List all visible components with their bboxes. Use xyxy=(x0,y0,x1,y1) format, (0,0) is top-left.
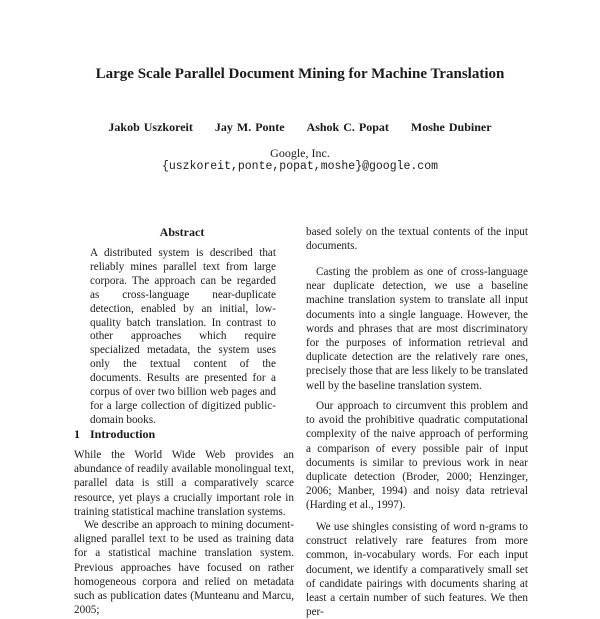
section-number: 1 xyxy=(74,427,80,441)
author-list xyxy=(0,120,600,135)
author-emails: {uszkoreit,ponte,popat,moshe}@google.com xyxy=(161,160,439,173)
paper-title: Large Scale Parallel Document Mining for Machine Translation xyxy=(95,66,505,82)
intro-paragraph-5: We use shingles consisting of word n-grams to construct relatively rare features from more common, in-vocabulary words. For each input document, we identify a comparatively small set of candidate pairings with documents sharing at least a certain number of such features. We then per- xyxy=(306,521,528,619)
intro-paragraph-1: While the World Wide Web provides an abundance of readily available monolingual text, parallel data is still a comparatively scarce resource, yet plays a crucially important role in training statistical machine translation systems. xyxy=(74,449,294,518)
intro-paragraph-3: Casting the problem as one of cross-language near duplicate detection, we use a baseline machine translation system to translate all input documents into a single language. However, the words and phrases that are most discriminatory for the purposes of information retrieval and duplicate detection are the relatively rare ones, precisely those that are less likely to be translated well by the baseline translation system. xyxy=(306,266,528,392)
intro-paragraph-2: We describe an approach to mining document-aligned parallel text to be used as training data for a statistical machine translation system. Previous approaches have focused on rather homogeneous corpora and relied on metadata such as publication dates (Munteanu and Marcu, 2005; xyxy=(74,519,294,617)
author-name: Jakob Uszkoreit xyxy=(108,120,193,134)
intro-paragraph-4: Our approach to circumvent this problem and to avoid the prohibitive quadratic computational complexity of the naive approach of performing a comparison of every possible pair of input documents is similar to previous work in near duplicate detection (Broder, 2000; Henzinger, 2006; Manber, 1994) and noisy data retrieval (Harding et al., 1997). xyxy=(306,400,528,512)
author-name: Ashok C. Popat xyxy=(306,120,389,134)
affiliation: Google, Inc. xyxy=(270,146,330,160)
intro-paragraph-2-continued: based solely on the textual contents of the input documents. xyxy=(306,226,528,253)
abstract-text: A distributed system is described that reliably mines parallel text from large corpora. The approach can be regarded as cross-language near-duplicate detection, enabled by an initial, low-quality batch translation. In contrast to other approaches which require specialized metadata, the system uses only the textual content of the documents. Results are presented for a corpus of over two billion web pages and for a large collection of digitized public-domain books. xyxy=(90,247,276,426)
author-name: Jay M. Ponte xyxy=(214,120,285,134)
abstract-heading: Abstract xyxy=(159,225,205,239)
section-title: Introduction xyxy=(90,427,156,441)
author-name: Moshe Dubiner xyxy=(410,120,492,134)
section-heading-introduction xyxy=(74,427,155,442)
